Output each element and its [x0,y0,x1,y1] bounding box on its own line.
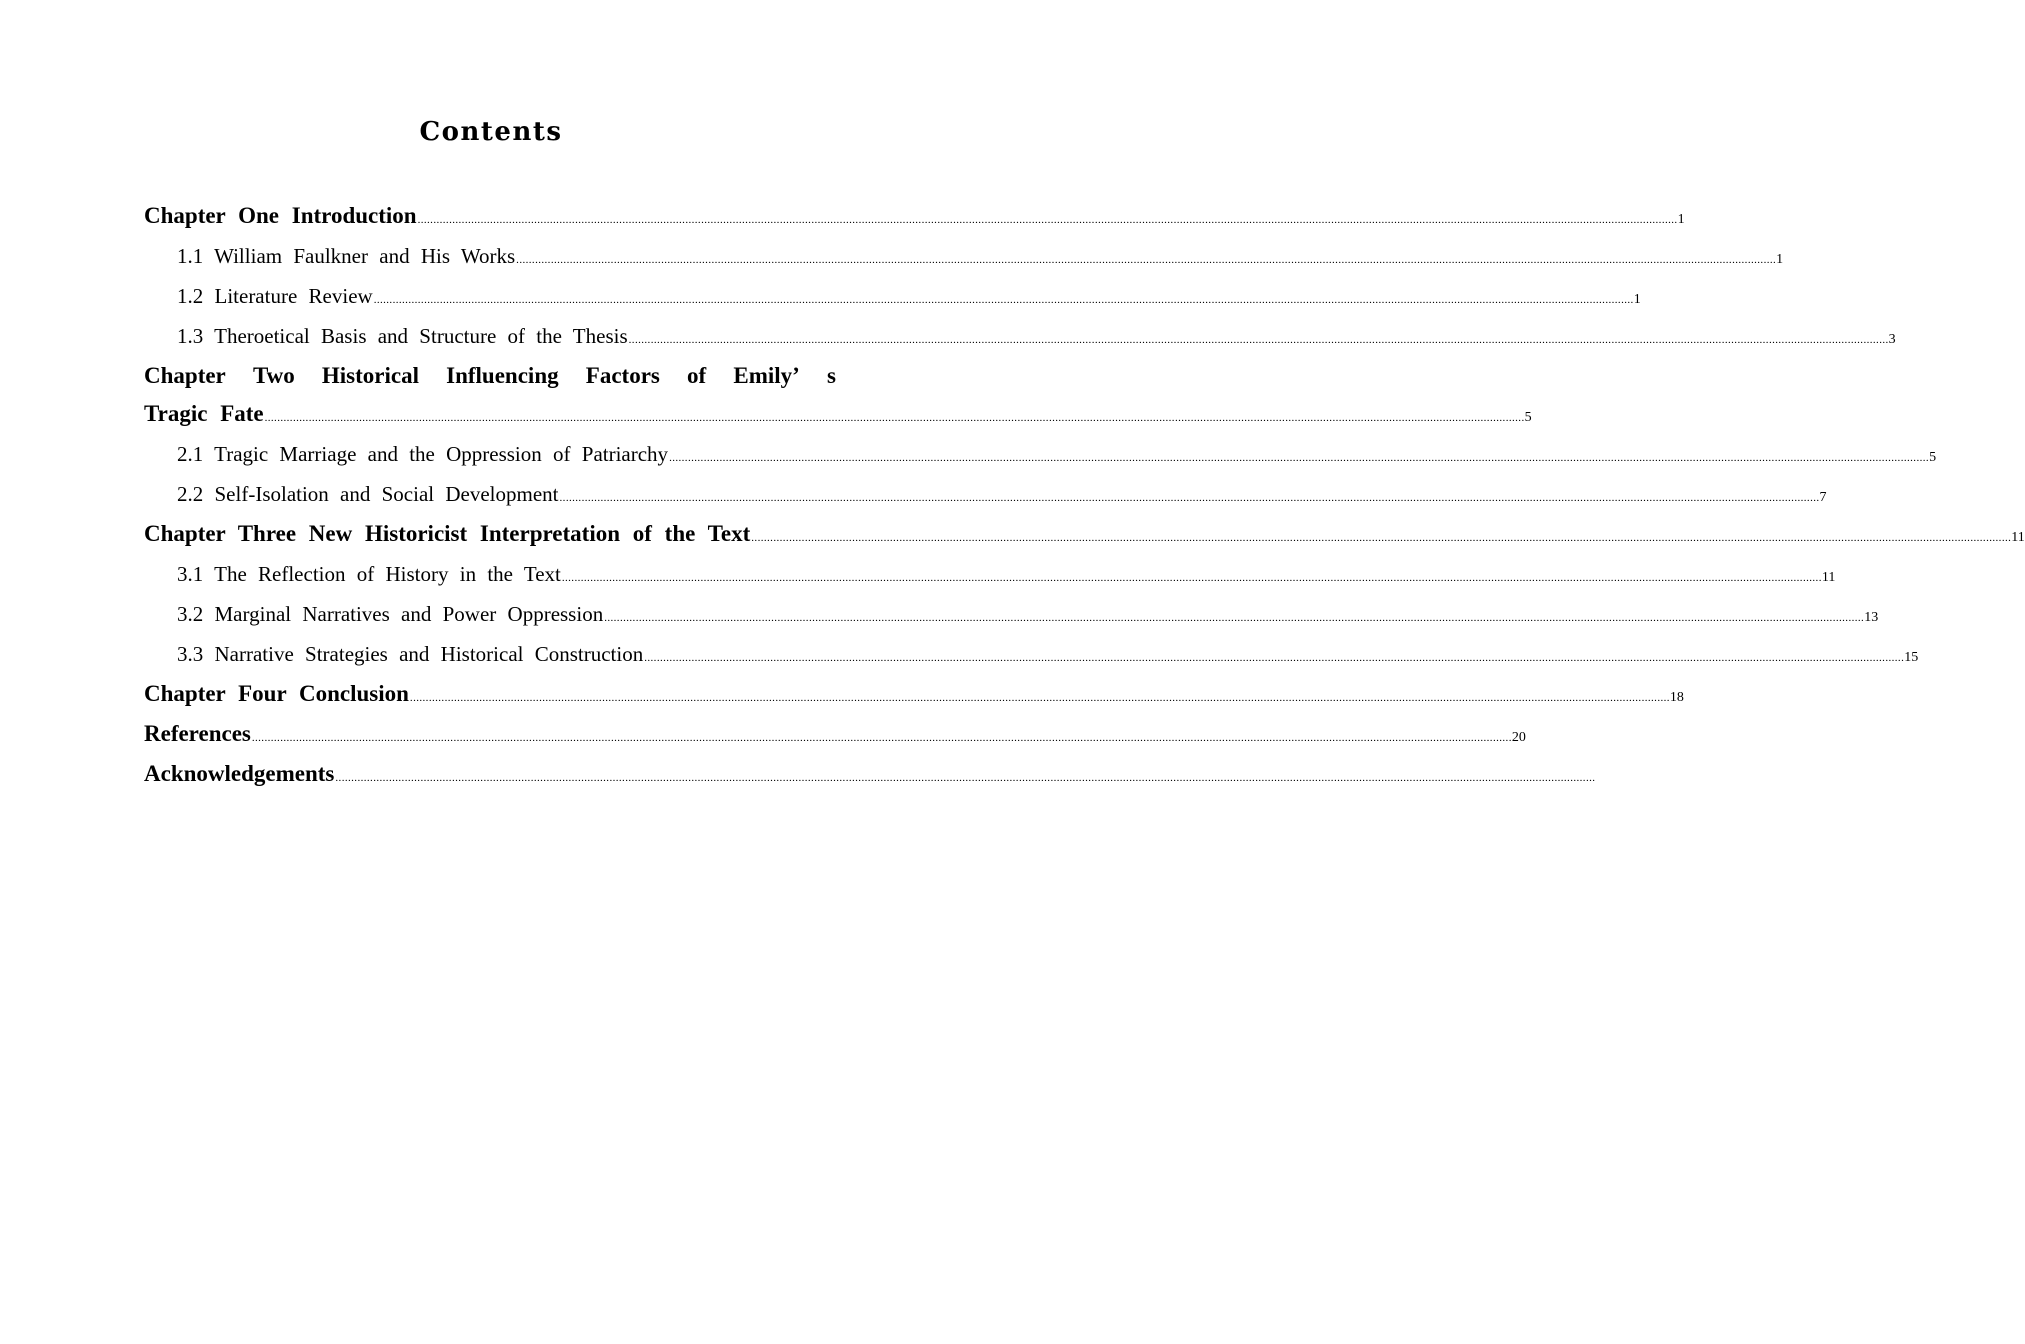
toc-page-number: 5 [1929,450,1937,465]
toc-entry-section-3-1[interactable] [144,557,1836,597]
toc-entry-section-3-2[interactable] [144,597,1879,637]
toc-entry-word: of [687,363,707,388]
toc-entry-section-1-2[interactable] [144,279,1641,319]
dot-leader: ................................................................................................................................................................................................................................................................................................................................................................................................................ [644,652,1905,664]
toc-entry-chapter-four[interactable] [144,677,1684,717]
toc-entry-label: 1.3 Theroetical Basis and Structure of the Thesis [177,324,628,348]
toc-entry-word: Two [252,363,295,388]
toc-entry-label: 3.1 The Reflection of History in the Text [177,562,561,586]
toc-page-number: 1 [1677,212,1685,227]
toc-entry-word: Emily’ [733,363,800,388]
toc-entry-word: Historical [321,363,419,388]
toc-entry-label: Chapter One Introduction [144,203,417,228]
toc-page-number: 3 [1888,332,1896,347]
toc-entry-label: Chapter Four Conclusion [144,681,409,706]
toc-entry-label: Chapter Three New Historicist Interpretation of the Text [144,521,751,546]
dot-leader: ................................................................................................................................................................................................................................................................................................................................................................................................................ [559,492,1820,504]
toc-page-number: 11 [2011,530,2025,545]
toc-entry-section-2-1[interactable] [144,437,1937,477]
dot-leader: ................................................................................................................................................................................................................................................................................................................................................................................................................ [409,692,1670,704]
dot-leader: ................................................................................................................................................................................................................................................................................................................................................................................................................ [751,532,2012,544]
toc-entry-label: 1.2 Literature Review [177,284,373,308]
toc-entry-chapter-two-line2[interactable] [144,397,1532,437]
dot-leader: ................................................................................................................................................................................................................................................................................................................................................................................................................ [251,732,1512,744]
toc-page-number: 18 [1669,690,1684,705]
dot-leader: ................................................................................................................................................................................................................................................................................................................................................................................................................ [669,452,1930,464]
toc-entry-label: 3.2 Marginal Narratives and Power Oppression [177,602,604,626]
toc-page-number: 11 [1821,570,1836,585]
dot-leader: ................................................................................................................................................................................................................................................................................................................................................................................................................ [604,612,1865,624]
toc-entry-word: Chapter [144,363,226,388]
dot-leader: ................................................................................................................................................................................................................................................................................................................................................................................................................ [417,214,1678,226]
toc-entry-label: 2.2 Self-Isolation and Social Development [177,482,559,506]
toc-page-number: 20 [1511,730,1526,745]
toc-entry-section-1-1[interactable] [144,239,1784,279]
dot-leader: ................................................................................................................................................................................................................................................................................................................................................................................................................ [264,412,1525,424]
toc-entry-word: s [827,363,836,388]
dot-leader: ................................................................................................................................................................................................................................................................................................................................................................................................................ [516,254,1777,266]
dot-leader: ................................................................................................................................................................................................................................................................................................................................................................................................................ [335,772,1596,784]
toc-entry-section-1-3[interactable] [144,319,1896,359]
toc-page-number: 1 [1776,252,1784,267]
toc-entry-label: 3.3 Narrative Strategies and Historical Construction [177,642,644,666]
toc-entry-label: References [144,721,251,746]
dot-leader: ................................................................................................................................................................................................................................................................................................................................................................................................................ [628,334,1889,346]
toc-entry-label: 2.1 Tragic Marriage and the Oppression of Patriarchy [177,442,669,466]
toc-page-number: 5 [1524,410,1532,425]
toc-page-number: 13 [1864,610,1879,625]
toc-entry-chapter-three[interactable] [144,517,2025,557]
toc-page-number: 7 [1819,490,1827,505]
dot-leader: ................................................................................................................................................................................................................................................................................................................................................................................................................ [561,572,1822,584]
toc-entry-chapter-two-line1[interactable] [144,359,858,397]
toc-entry-chapter-one[interactable] [144,199,1685,239]
toc-entry-word: Influencing [446,363,559,388]
toc-page-number: 15 [1904,650,1919,665]
toc-entry-label: Acknowledgements [144,761,335,786]
toc-entry-section-2-2[interactable] [144,477,1827,517]
toc-entry-section-3-3[interactable] [144,637,1919,677]
toc-entry-references[interactable] [144,717,1526,757]
page-title: Contents [419,117,563,147]
toc-entry-label: Tragic Fate [144,401,264,426]
toc-entry-label: 1.1 William Faulkner and His Works [177,244,516,268]
table-of-contents [144,199,2025,797]
toc-entry-acknowledgements[interactable] [144,757,1596,797]
toc-page-number: 1 [1633,292,1641,307]
dot-leader: ................................................................................................................................................................................................................................................................................................................................................................................................................ [373,294,1634,306]
toc-entry-word: Factors [585,363,660,388]
